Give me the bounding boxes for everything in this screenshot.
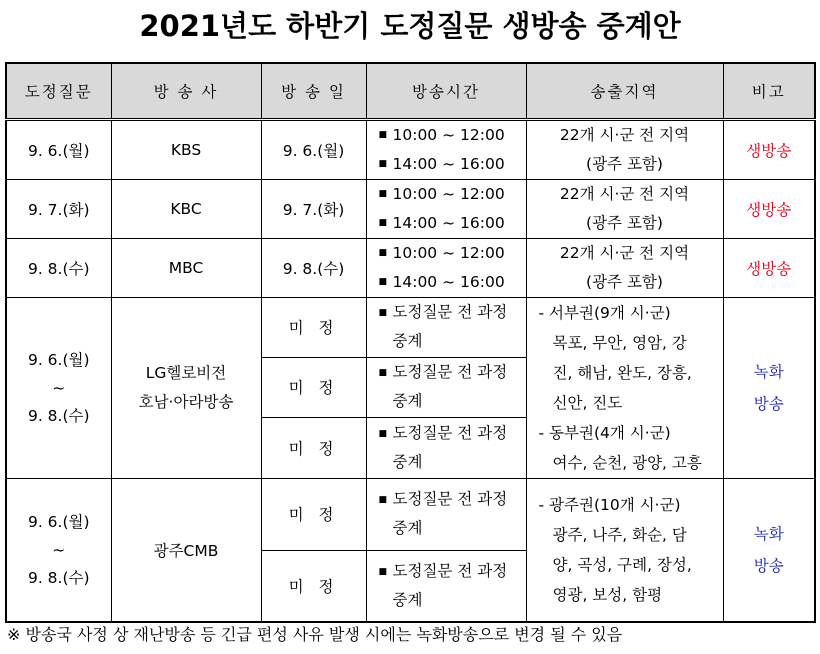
region-line: (광주 포함) [586,272,663,291]
time-slot: 10:00 ~ 12:00 [392,125,505,144]
region [526,238,723,297]
air-date: 미 정 [261,478,366,550]
time-text: 도정질문 전 과정 [392,561,508,580]
page-title: 2021년도 하반기 도정질문 생방송 중계안 [139,9,681,43]
region-line: 22개 시·군 전 지역 [559,184,690,203]
region-line: 22개 시·군 전 지역 [559,125,690,144]
bullet-icon: ■ [378,188,388,199]
table-row [6,119,815,179]
time-slot: 10:00 ~ 12:00 [392,184,505,203]
broadcaster-line: LG헬로비전 [145,363,227,382]
air-times [366,297,526,357]
bullet-icon: ■ [378,276,388,287]
bullet-icon: ■ [378,158,388,169]
header-air-time: 방송시간 [366,63,526,119]
date-from: 9. 6.(월) [27,512,90,531]
air-date: 9. 8.(수) [261,238,366,297]
bullet-icon: ■ [378,247,388,258]
air-date: 미 정 [261,357,366,417]
date-separator: ~ [52,540,66,559]
region [526,297,723,478]
air-date: 미 정 [261,550,366,622]
note-live: 생방송 [723,119,815,179]
table-row [6,478,815,550]
question-date: 9. 7.(화) [6,179,111,238]
air-times [366,418,526,478]
region-line: 여수, 순천, 광양, 고흥 [552,453,702,472]
time-slot: 14:00 ~ 16:00 [392,213,505,232]
bullet-icon: ■ [378,428,388,439]
time-text: 중계 [392,590,423,609]
bullet-icon: ■ [378,308,388,319]
air-date: 9. 6.(월) [261,119,366,179]
time-text: 도정질문 전 과정 [392,303,508,322]
note-line: 녹화 [753,362,784,381]
time-slot: 14:00 ~ 16:00 [392,272,505,291]
broadcast-schedule-table [5,62,816,623]
air-times [366,357,526,417]
air-times [366,179,526,238]
air-times [366,478,526,550]
table-row [6,179,815,238]
region-line: 광주, 나주, 화순, 담 [552,525,687,544]
bullet-icon: ■ [378,129,388,140]
air-date: 미 정 [261,297,366,357]
table-row [6,238,815,297]
region [526,478,723,622]
note-recorded [723,478,815,622]
air-times [366,119,526,179]
air-times [366,550,526,622]
date-from: 9. 6.(월) [27,350,90,369]
region-line: - 서부권(9개 시·군) [538,303,671,322]
broadcaster: KBS [111,119,261,179]
note-line: 방송 [753,556,784,575]
region [526,119,723,179]
header-note: 비고 [723,63,815,119]
bullet-icon: ■ [378,566,388,577]
broadcaster: 광주CMB [111,478,261,622]
region-line: - 동부권(4개 시·군) [538,423,671,442]
air-times [366,238,526,297]
question-date-range [6,478,111,622]
date-separator: ~ [52,378,66,397]
table-row [6,297,815,357]
note-recorded [723,297,815,478]
time-slot: 10:00 ~ 12:00 [392,243,505,262]
region-line: (광주 포함) [586,213,663,232]
region-line: (광주 포함) [586,154,663,173]
question-date: 9. 6.(월) [6,119,111,179]
time-text: 중계 [392,392,423,411]
region-line: 22개 시·군 전 지역 [559,243,690,262]
time-text: 중계 [392,452,423,471]
time-text: 도정질문 전 과정 [392,490,508,508]
broadcaster [111,297,261,478]
time-text: 도정질문 전 과정 [392,423,508,442]
bullet-icon: ■ [378,368,388,379]
region-line: 진, 해남, 완도, 장흥, [552,363,692,382]
air-date: 미 정 [261,418,366,478]
air-date: 9. 7.(화) [261,179,366,238]
region-line: 신안, 진도 [552,393,623,412]
date-to: 9. 8.(수) [27,406,90,425]
time-slot: 14:00 ~ 16:00 [392,154,505,173]
time-text: 중계 [392,519,423,537]
date-to: 9. 8.(수) [27,568,90,587]
note-live: 생방송 [723,238,815,297]
footnote: ※ 방송국 사정 상 재난방송 등 긴급 편성 사유 발생 시에는 녹화방송으로 변경 될 수 있음 [7,625,623,644]
broadcaster: KBC [111,179,261,238]
time-text: 중계 [392,332,423,351]
broadcaster-line: 호남·아라방송 [138,392,234,411]
header-broadcaster: 방 송 사 [111,63,261,119]
region-line: 양, 곡성, 구례, 장성, [552,555,692,574]
broadcaster: MBC [111,238,261,297]
region-line: 영광, 보성, 함평 [552,585,663,604]
note-live: 생방송 [723,179,815,238]
region [526,179,723,238]
note-line: 녹화 [753,524,784,543]
region-line: - 광주권(10개 시·군) [538,495,681,514]
question-date-range [6,297,111,478]
header-question-date: 도정질문 [6,63,111,119]
question-date: 9. 8.(수) [6,238,111,297]
bullet-icon: ■ [378,495,388,505]
region-line: 목포, 무안, 영암, 강 [552,333,687,352]
time-text: 도정질문 전 과정 [392,363,508,382]
bullet-icon: ■ [378,217,388,228]
header-row [6,63,815,119]
header-region: 송출지역 [526,63,723,119]
header-air-date: 방 송 일 [261,63,366,119]
note-line: 방송 [753,394,784,413]
